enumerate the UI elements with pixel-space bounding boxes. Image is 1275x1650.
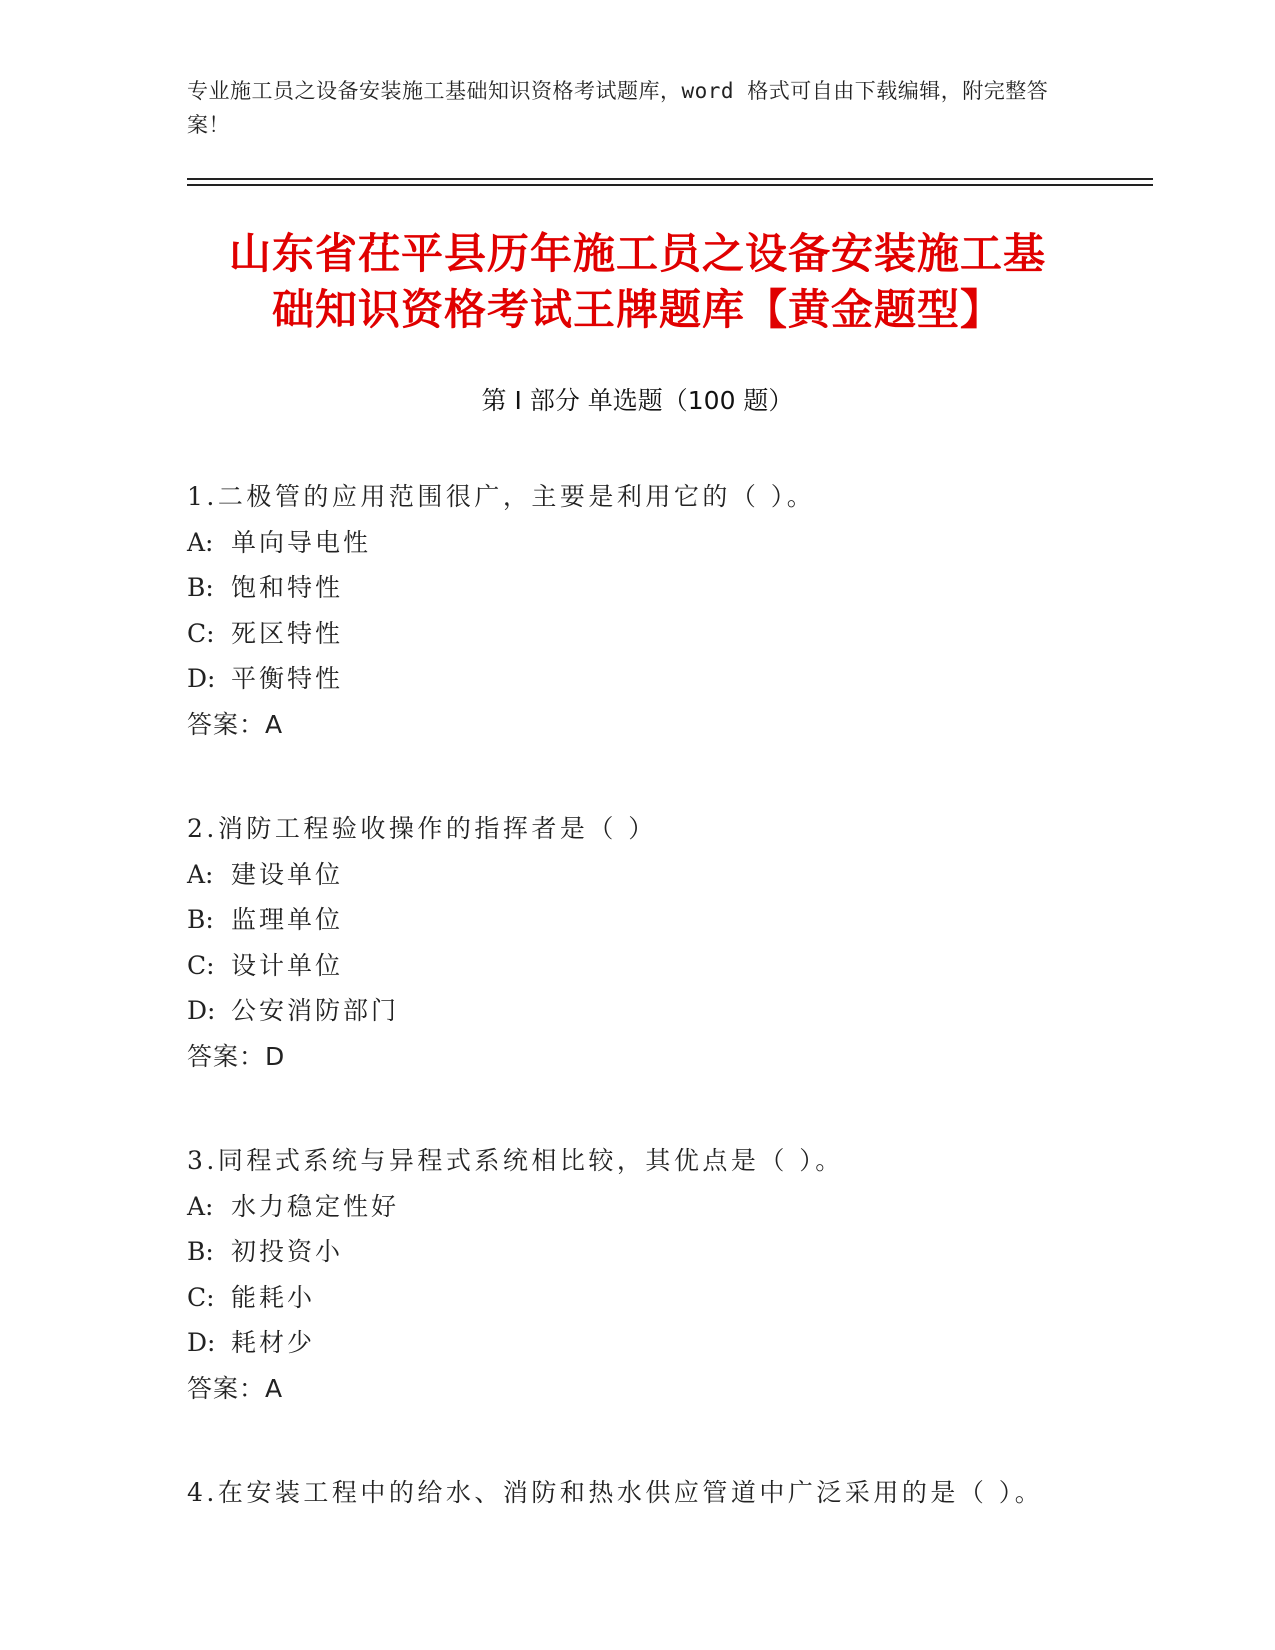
header-divider-top (187, 178, 1153, 180)
question-stem: 1.二极管的应用范围很广，主要是利用它的（ ）。 (187, 482, 816, 511)
option-key: C: (187, 1282, 215, 1312)
option-c (187, 611, 1087, 657)
answer: 答案：A (187, 709, 284, 739)
option-text: 初投资小 (231, 1237, 344, 1266)
option-b (187, 565, 1087, 611)
option-c (187, 943, 1087, 989)
option-a (187, 852, 1087, 898)
header-divider-bottom (187, 184, 1153, 186)
question-list (187, 474, 1087, 1575)
option-key: B: (187, 905, 214, 934)
option-text: 死区特性 (231, 618, 344, 648)
option-text: 公安消防部门 (231, 996, 400, 1025)
option-key: A: (187, 859, 214, 889)
option-a (187, 520, 1087, 566)
option-key: D: (187, 996, 216, 1025)
document-title (170, 226, 1105, 338)
question-4 (187, 1470, 1087, 1516)
question-stem: 2.消防工程验收操作的指挥者是（ ） (187, 814, 657, 843)
question-stem: 4.在安装工程中的给水、消防和热水供应管道中广泛采用的是（ ）。 (187, 1478, 1044, 1507)
option-b (187, 1229, 1087, 1275)
option-key: C: (187, 950, 215, 980)
answer: 答案：A (187, 1373, 284, 1403)
document-title-line-1: 山东省茌平县历年施工员之设备安装施工基 (228, 229, 1046, 278)
option-text: 耗材少 (231, 1328, 316, 1357)
option-text: 水力稳定性好 (231, 1191, 400, 1221)
option-d (187, 988, 1087, 1034)
option-d (187, 1320, 1087, 1366)
question-stem: 3.同程式系统与异程式系统相比较，其优点是（ ）。 (187, 1146, 844, 1175)
option-key: A: (187, 527, 214, 557)
option-c (187, 1275, 1087, 1321)
section-title: 第 I 部分 单选题（100 题） (481, 386, 794, 415)
option-text: 饱和特性 (231, 573, 344, 602)
option-key: D: (187, 1328, 216, 1357)
question-2 (187, 806, 1087, 1079)
option-key: D: (187, 664, 216, 693)
option-text: 监理单位 (231, 905, 344, 934)
option-key: B: (187, 573, 214, 602)
answer: 答案：D (187, 1041, 286, 1071)
option-key: B: (187, 1237, 214, 1266)
option-text: 设计单位 (231, 950, 344, 980)
option-text: 能耗小 (231, 1282, 316, 1312)
option-d (187, 656, 1087, 702)
option-b (187, 897, 1087, 943)
option-key: C: (187, 618, 215, 648)
question-3 (187, 1138, 1087, 1411)
document-title-line-2: 础知识资格考试王牌题库【黄金题型】 (271, 285, 1003, 334)
option-text: 建设单位 (231, 859, 344, 889)
option-text: 平衡特性 (231, 664, 344, 693)
option-key: A: (187, 1191, 214, 1221)
option-text: 单向导电性 (231, 527, 372, 557)
header-note: 专业施工员之设备安装施工基础知识资格考试题库，word 格式可自由下载编辑，附完整答案！ (187, 79, 1049, 137)
question-1 (187, 474, 1087, 747)
option-a (187, 1184, 1087, 1230)
